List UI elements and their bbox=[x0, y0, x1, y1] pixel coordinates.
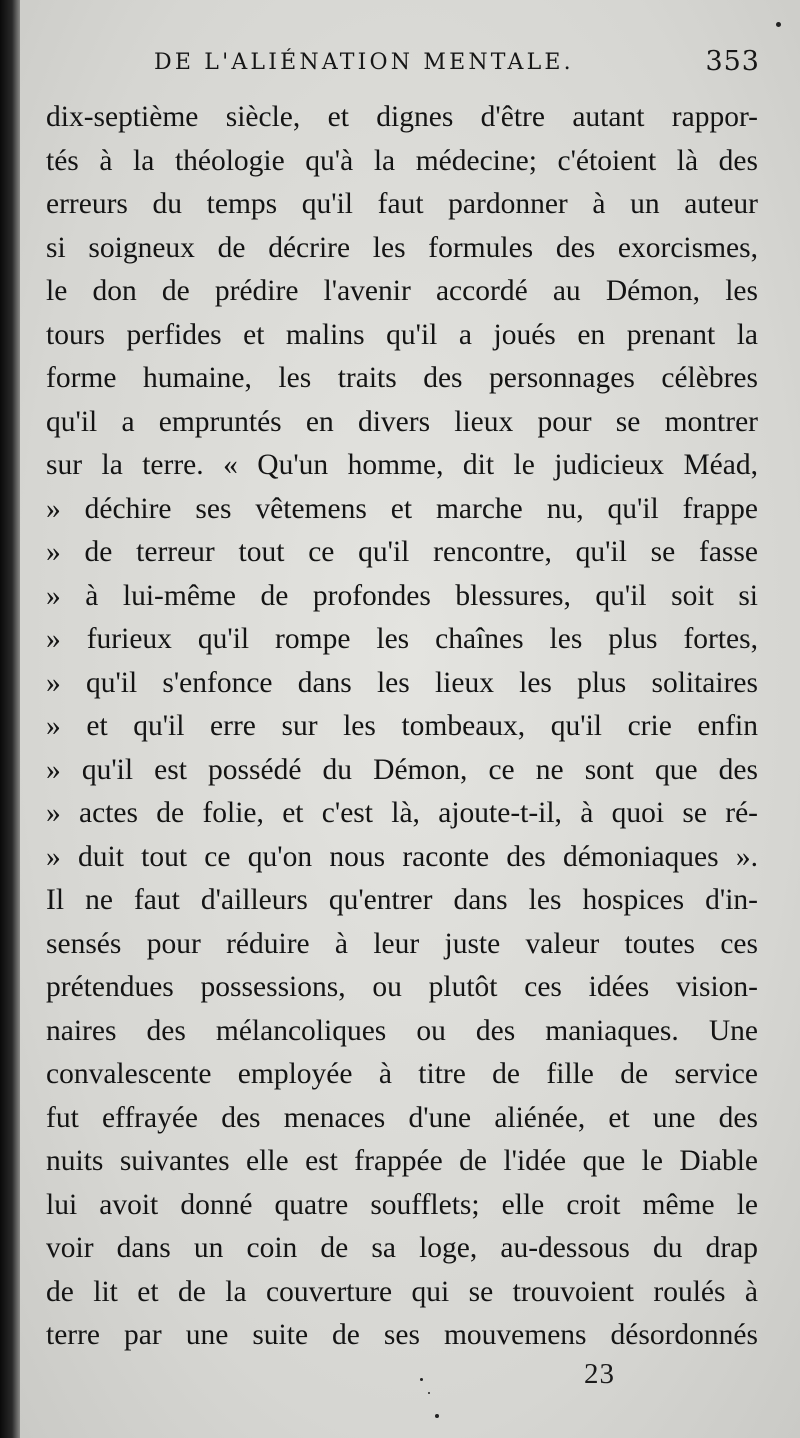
quote-line: » qu'il est possédé du Démon, ce ne sont que des bbox=[46, 753, 758, 786]
ink-speck bbox=[428, 1392, 430, 1394]
body-text bbox=[46, 96, 758, 1358]
quote-line: » de terreur tout ce qu'il rencontre, qu'il se fasse bbox=[46, 536, 758, 568]
text-line: nuits suivantes elle est frappée de l'idée que le Diable bbox=[46, 1145, 758, 1177]
page-header bbox=[20, 44, 800, 84]
text-line: sensés pour réduire à leur juste valeur toutes ces bbox=[46, 927, 758, 960]
quote-line: » qu'il s'enfonce dans les lieux les plus solitaires bbox=[46, 666, 758, 699]
quote-line: » duit tout ce qu'on nous raconte des démoniaques ». bbox=[46, 840, 758, 873]
text-line: prétendues possessions, ou plutôt ces idées vision- bbox=[46, 971, 758, 1003]
text-line: qu'il a empruntés en divers lieux pour se montrer bbox=[46, 405, 758, 438]
quote-line: » à lui-même de profondes blessures, qu'il soit si bbox=[46, 579, 758, 612]
text-line: naires des mélancoliques ou des maniaques. Une bbox=[46, 1014, 758, 1047]
ink-speck bbox=[435, 1414, 439, 1418]
text-line: le don de prédire l'avenir accordé au Démon, les bbox=[46, 275, 758, 307]
text-line: sur la terre. « Qu'un homme, dit le judicieux Méad, bbox=[46, 449, 758, 481]
text-line: de lit et de la couverture qui se trouvoient roulés à bbox=[46, 1275, 758, 1308]
page-number: 353 bbox=[705, 46, 760, 77]
book-binding-edge bbox=[0, 0, 20, 1438]
ink-speck bbox=[420, 1378, 423, 1381]
text-line: erreurs du temps qu'il faut pardonner à un auteur bbox=[46, 188, 758, 220]
signature-mark: 23 bbox=[584, 1358, 615, 1390]
quote-line: » furieux qu'il rompe les chaînes les plus fortes, bbox=[46, 623, 758, 655]
text-line: dix-septième siècle, et dignes d'être autant rappor- bbox=[46, 101, 758, 133]
text-line: terre par une suite de ses mouvemens désordonnés bbox=[46, 1319, 758, 1351]
book-page bbox=[20, 0, 800, 1438]
text-line: forme humaine, les traits des personnages célèbres bbox=[46, 362, 758, 394]
text-line: si soigneux de décrire les formules des exorcismes, bbox=[46, 231, 758, 264]
text-line: voir dans un coin de sa loge, au-dessous du drap bbox=[46, 1232, 758, 1264]
running-head: DE L'ALIÉNATION MENTALE. bbox=[154, 50, 574, 75]
text-line: lui avoit donné quatre soufflets; elle croit même le bbox=[46, 1188, 758, 1221]
ink-speck bbox=[776, 22, 781, 27]
text-line: tours perfides et malins qu'il a joués en prenant la bbox=[46, 318, 758, 351]
text-line: Il ne faut d'ailleurs qu'entrer dans les hospices d'in- bbox=[46, 884, 758, 916]
text-line: fut effrayée des menaces d'une aliénée, et une des bbox=[46, 1101, 758, 1134]
quote-line: » déchire ses vêtemens et marche nu, qu'il frappe bbox=[46, 492, 758, 525]
quote-line: » et qu'il erre sur les tombeaux, qu'il crie enfin bbox=[46, 710, 758, 742]
text-line: convalescente employée à titre de fille de service bbox=[46, 1058, 758, 1090]
text-line: tés à la théologie qu'à la médecine; c'étoient là des bbox=[46, 144, 758, 177]
quote-line: » actes de folie, et c'est là, ajoute-t-il, à quoi se ré- bbox=[46, 797, 758, 829]
